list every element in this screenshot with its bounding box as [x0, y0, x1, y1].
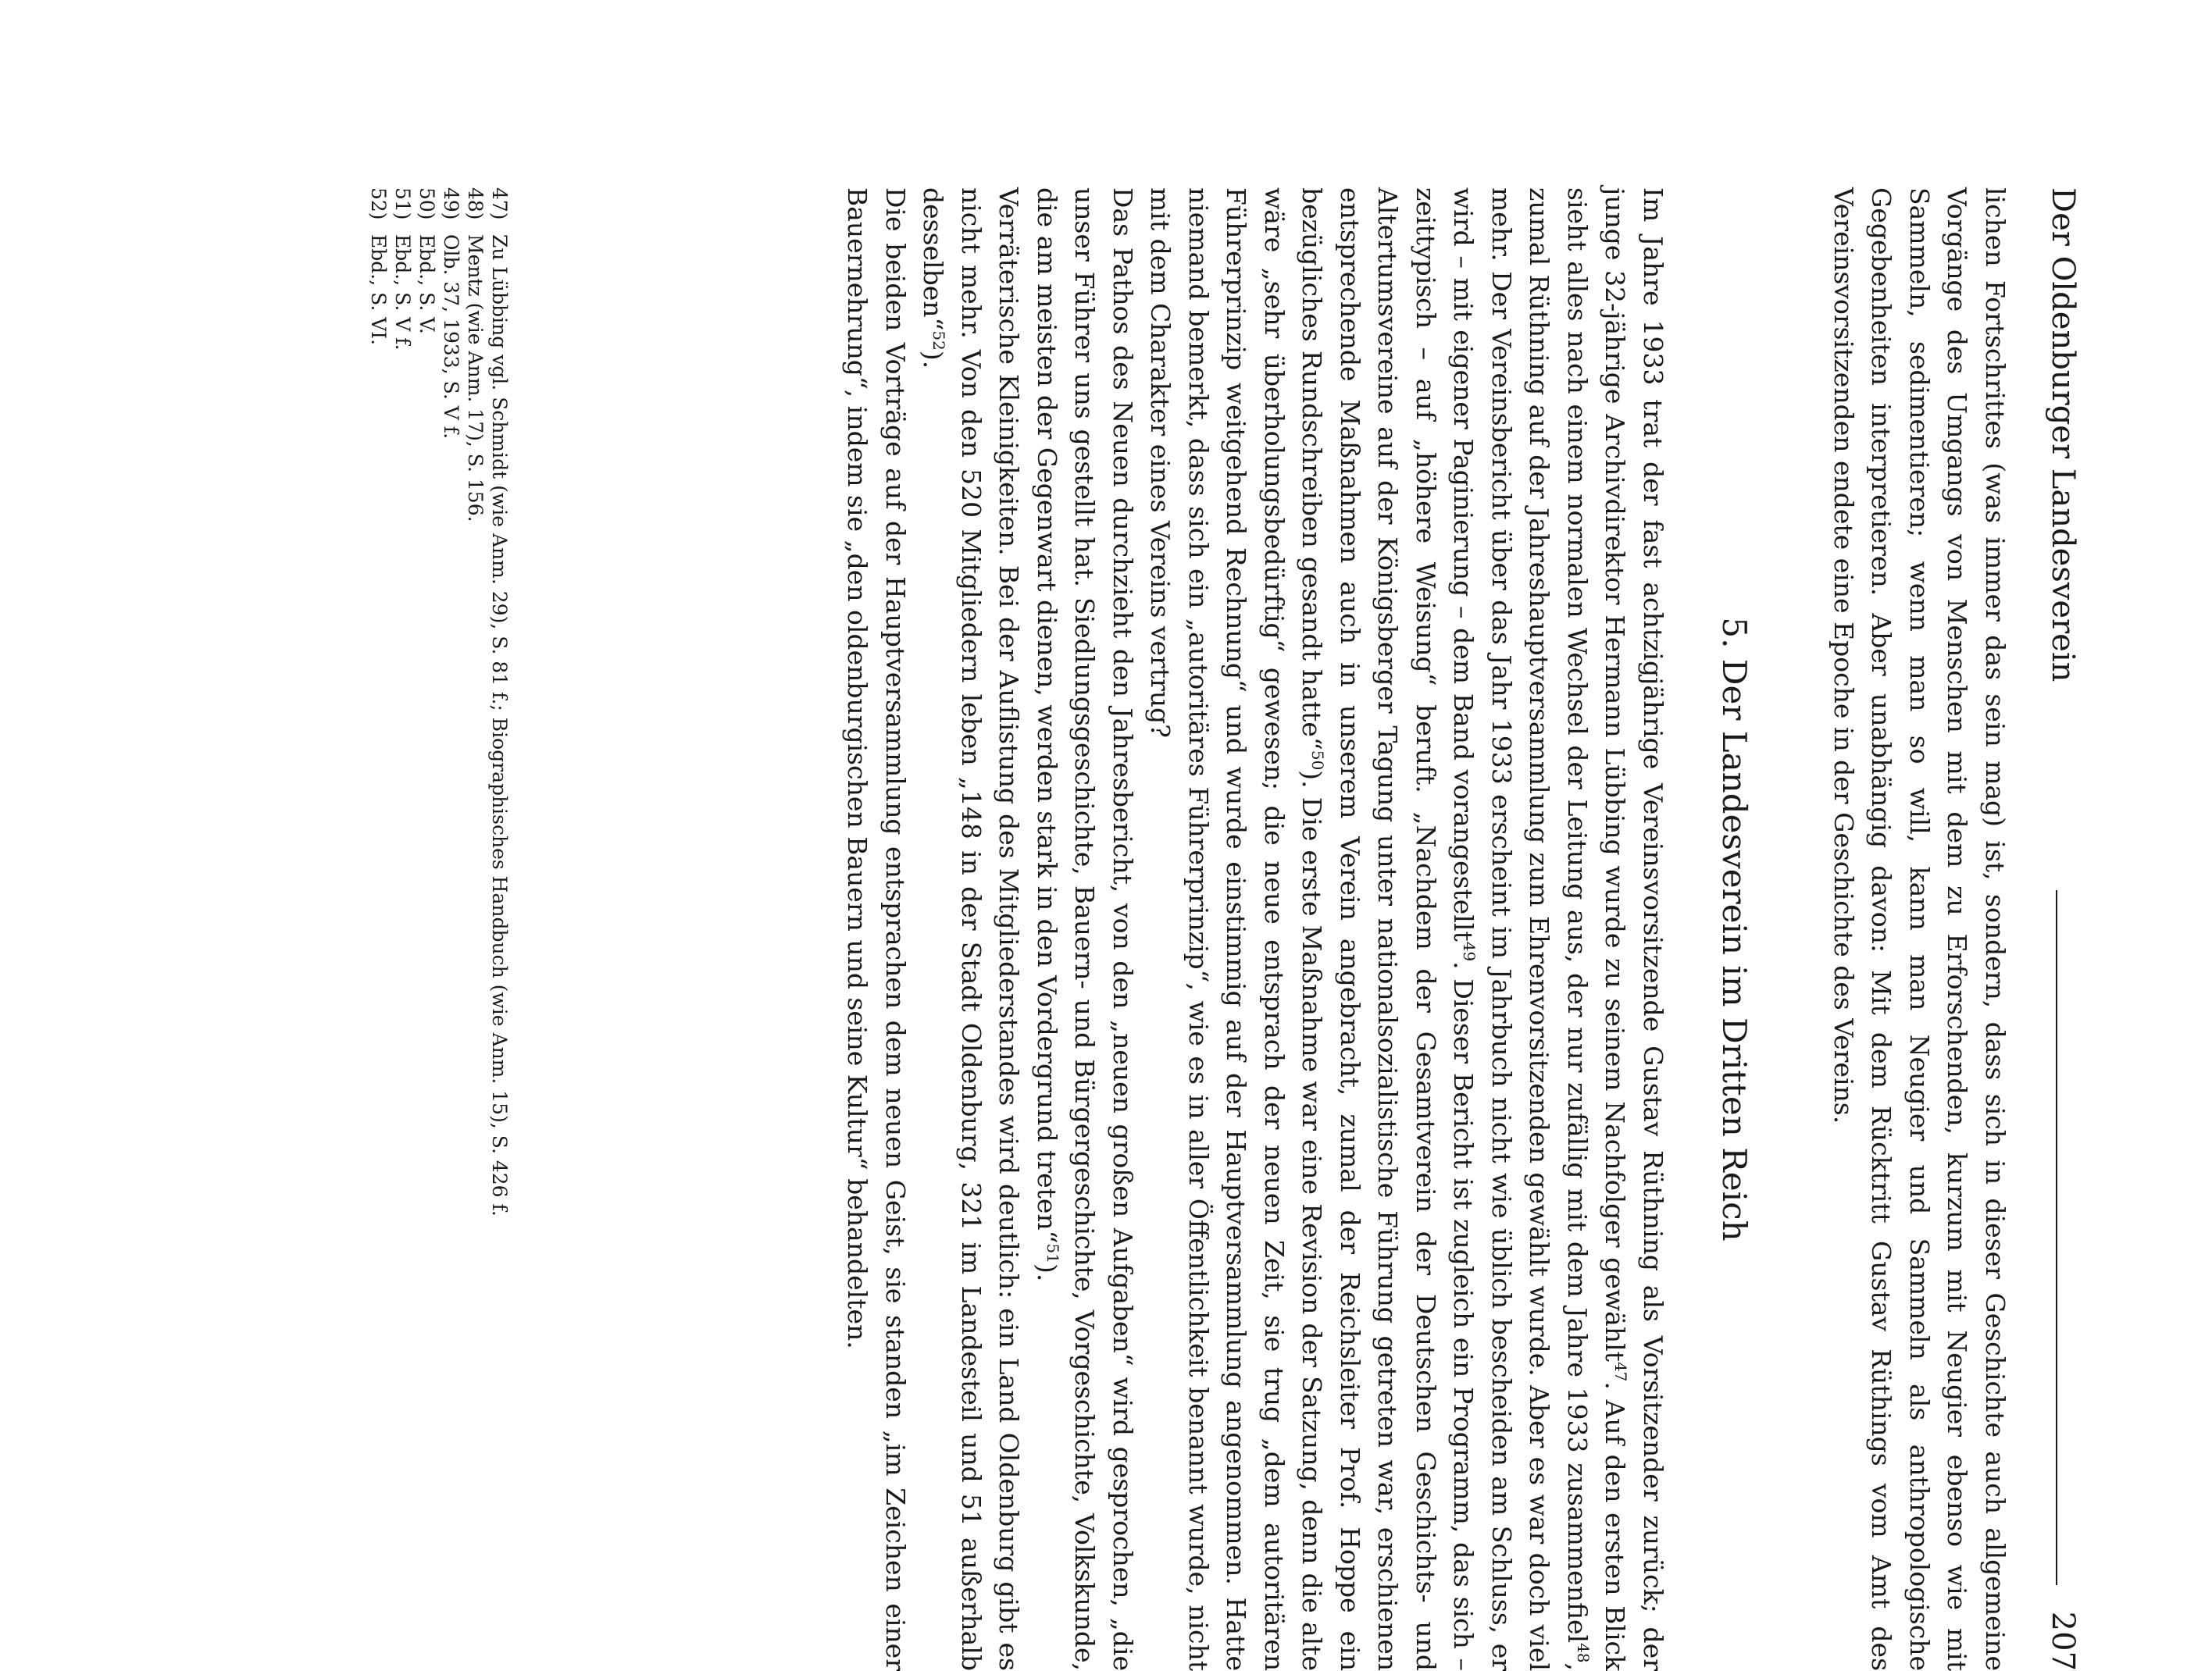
- footnote-49: [439, 187, 463, 1671]
- header-rule: [2056, 890, 2057, 1585]
- paragraph-4: Die beiden Vorträge auf der Hauptversammlung entsprachen dem neuen Geist, sie standen „im Zeichen einer Bauernehrung“, indem sie „den oldenburgischen Bauern und seine Kultur“ behandelten.: [842, 187, 911, 1671]
- page-number: 207: [2045, 1611, 2081, 1671]
- footnote-text: Ebd., S. VI.: [367, 234, 390, 346]
- footnote-text: Mentz (wie Anm. 17), S. 156.: [464, 234, 487, 522]
- footnote-48: [463, 187, 487, 1671]
- footnote-ref-50: 50: [1308, 750, 1328, 771]
- rotated-book-page: [62, 187, 2085, 1671]
- footnote-47: [487, 187, 512, 1671]
- paragraph-3-text-a: Verräterische Kleinigkeiten. Bei der Auflistung des Mitgliederstandes wird deutlich: ein Land Oldenburg gibt es nicht mehr. Von den 520 Mitgliedern leben „148 in der Stadt Oldenburg, 321 im Landesteil und 51 außerhalb desselben“: [918, 187, 1025, 1671]
- paragraph-1-text-a: Im Jahre 1933 trat der fast achtzigjährige Vereinsvorsitzende Gustav Rüthning als Vorsitzender zurück; der junge 32-jährige Archivdirektor Hermann Lübbing wurde zu seinem Nachfolger gewählt: [1600, 187, 1668, 1671]
- footnote-ref-49: 49: [1460, 941, 1479, 962]
- footnote-number: 50): [416, 187, 438, 220]
- footnote-number: 51): [391, 187, 414, 220]
- running-header: [2039, 187, 2085, 1671]
- intro-paragraph-block: [1825, 187, 2014, 1671]
- footnote-text: Olb. 37, 1933, S. V f.: [440, 234, 462, 440]
- paragraph-1-text-c: , zumal Rüthning auf der Jahreshauptversammlung zum Ehrenvorsitzenden gewählt wurde. Aber es war doch viel mehr. Der Vereinsbericht über das Jahr 1933 erscheint im Jahrbuch nicht wie üblich bescheiden am Schluss, er wird – mit eigener Paginierung – dem Band vorangestellt: [1448, 187, 1593, 1671]
- footnote-number: 47): [488, 187, 511, 220]
- paragraph-2-text-a: Das Pathos des Neuen durchzieht den Jahresbericht, von den „neuen großen Aufgaben“ wird gesprochen, „die unser Führer uns gestellt hat. Siedlungsgeschichte, Bauern- und Bürgergeschichte, Vorgeschichte, Volkskunde, die am meisten der Gegenwart dienen, werden stark in den Vordergrund treten“: [1032, 187, 1138, 1671]
- footnote-text: Ebd., S. V f.: [391, 234, 414, 351]
- footnote-ref-51: 51: [1044, 1243, 1062, 1263]
- section-body: [838, 187, 1671, 1671]
- footnote-ref-52: 52: [929, 330, 949, 351]
- paragraph-2-text-b: ).: [1032, 1263, 1062, 1282]
- paragraph-1-text-b: . Auf den ersten Blick sieht alles nach einem normalen Wechsel der Leitung aus, der nur zufällig mit dem Jahre 1933 zusammenfiel: [1562, 187, 1631, 1671]
- paragraph-3: [914, 187, 1028, 1671]
- paragraph-1-text-d: . Dieser Bericht ist zugleich ein Programm, das sich – zeittypisch – auf „höhere Weisung“ beruft. „Nachdem der Gesamtverein der Deutschen Geschichts- und Altertumsvereine auf der Königsberger Tagung unter nationalsozialistische Führung getreten war, erschienen entsprechende Maßnahmen auch in unserem Verein angebracht, zumal der Reichsleiter Prof. Hoppe ein bezügliches Rundschreiben gesandt hatte“: [1297, 187, 1479, 1671]
- footnote-text: Zu Lübbing vgl. Schmidt (wie Anm. 29), S. 81 f.; Biographisches Handbuch (wie Anm. 15), S. 426 f.: [488, 234, 511, 1217]
- footnotes: [366, 187, 512, 1671]
- paragraph-1: [1141, 187, 1671, 1671]
- footnote-number: 48): [464, 187, 487, 220]
- footnote-51: [391, 187, 415, 1671]
- running-title: Der Oldenburger Landesverein: [2045, 187, 2081, 682]
- intro-paragraph: lichen Fortschrittes (was immer das sein mag) ist, sondern, dass sich in dieser Geschichte auch allgemeine Vorgänge des Umgangs von Menschen mit dem zu Erforschenden, kurzum mit Neugier ebenso wie mit Sammeln, sedimentieren; wenn man so will, kann man Neugier und Sammeln als anthropologische Gegebenheiten interpretieren. Aber unabhängig davon: Mit dem Rücktritt Gustav Rüthings vom Amt des Vereinsvorsitzenden endete eine Epoche in der Geschichte des Vereins.: [1828, 187, 2010, 1671]
- paragraph-3-text-b: ).: [918, 350, 949, 369]
- footnote-ref-48: 48: [1574, 1643, 1593, 1663]
- footnote-50: [415, 187, 439, 1671]
- footnote-text: Ebd., S. V.: [416, 234, 438, 334]
- footnote-number: 52): [367, 187, 390, 220]
- paragraph-1-text-e: ). Die erste Maßnahme war eine Revision der Satzung, denn die alte wäre „sehr überholungsbedürftig“ gewesen; die neue entsprach der neuen Zeit, sie trug „dem autoritären Führerprinzip weitgehend Rechnung“ und wurde einstimmig auf der Hauptversammlung angenommen. Hatte niemand bemerkt, dass sich ein „autoritäres Führerprinzip“, wie es in aller Öffentlichkeit benannt wurde, nicht mit dem Charakter eines Vereins vertrug?: [1145, 187, 1328, 1671]
- paragraph-2: [1028, 187, 1142, 1671]
- footnote-52: [366, 187, 391, 1671]
- footnote-number: 49): [440, 187, 462, 220]
- section-heading: 5. Der Landesverein im Dritten Reich: [1715, 617, 1754, 1242]
- footnote-ref-47: 47: [1611, 1361, 1631, 1382]
